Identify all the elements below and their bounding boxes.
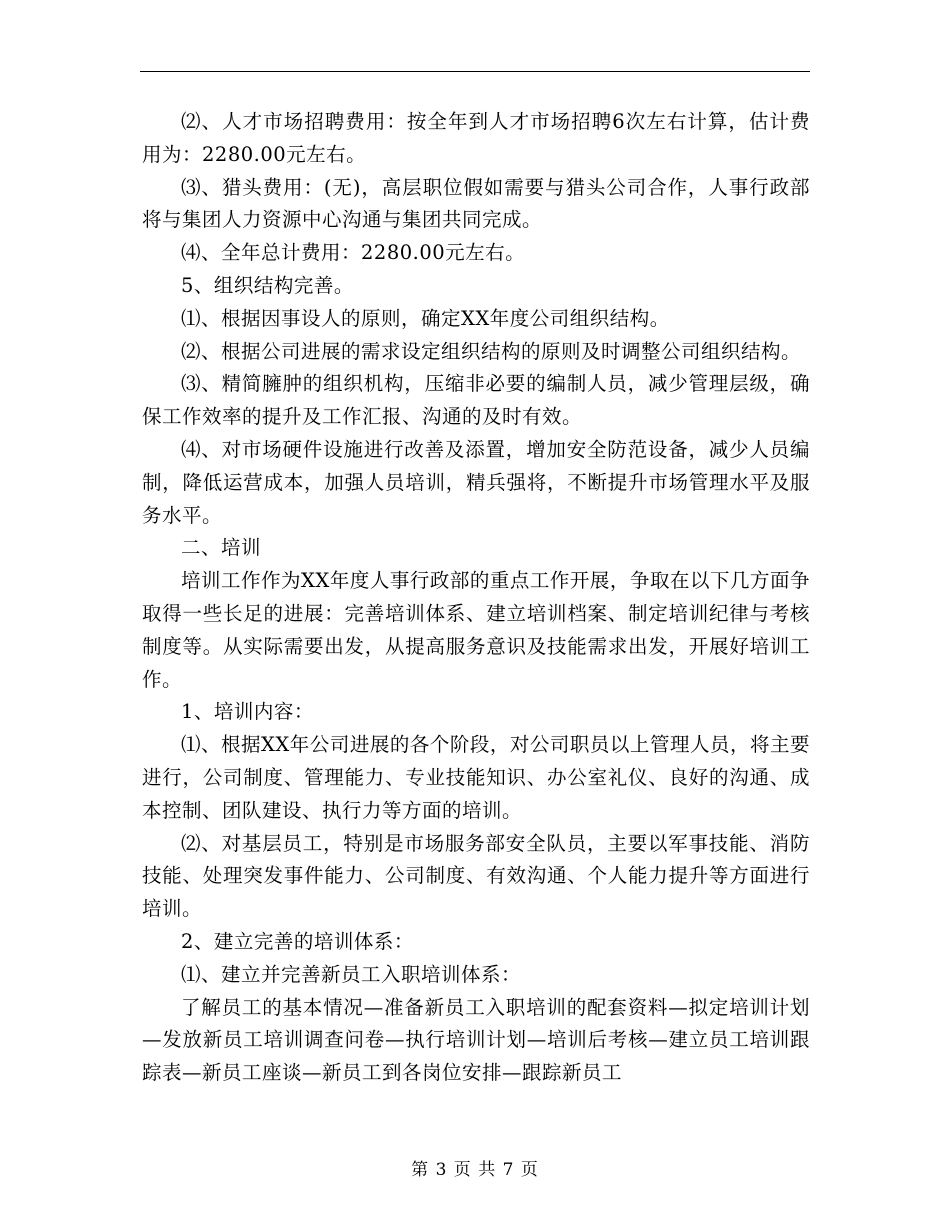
document-body [142, 106, 810, 1090]
section-heading: 2、建立完善的培训体系： [181, 929, 414, 953]
header-rule [140, 71, 810, 72]
paragraph: 了解员工的基本情况—准备新员工入职培训的配套资料—拟定培训计划—发放新员工培训调查问卷—执行培训计划—培训后考核—建立员工培训跟踪表—新员工座谈—新员工到各岗位安排—跟踪新员工 [142, 995, 810, 1085]
paragraph: ⑵、对基层员工，特别是市场服务部安全队员，主要以军事技能、消防技能、处理突发事件能力、公司制度、有效沟通、个人能力提升等方面进行培训。 [142, 831, 810, 921]
paragraph: ⑶、精简臃肿的组织机构，压缩非必要的编制人员，减少管理层级，确保工作效率的提升及工作汇报、沟通的及时有效。 [142, 372, 810, 429]
paragraph: ⑴、根据XX年公司进展的各个阶段，对公司职员以上管理人员，将主要进行，公司制度、管理能力、专业技能知识、办公室礼仪、良好的沟通、成本控制、团队建设、执行力等方面的培训。 [142, 733, 810, 822]
section-heading: 二、培训 [181, 536, 262, 560]
paragraph: ⑴、建立并完善新员工入职培训体系： [181, 962, 522, 986]
paragraph: ⑵、人才市场招聘费用：按全年到人才市场招聘6次左右计算，估计费用为：2280.00元左右。 [142, 110, 810, 166]
section-heading: 1、培训内容： [181, 700, 314, 724]
section-heading: 5、组织结构完善。 [181, 273, 354, 297]
paragraph: ⑷、对市场硬件设施进行改善及添置，增加安全防范设备，减少人员编制，降低运营成本，加强人员培训，精兵强将，不断提升市场管理水平及服务水平。 [142, 437, 810, 527]
page-footer: 第 3 页 共 7 页 [411, 1160, 539, 1180]
paragraph: ⑵、根据公司进展的需求设定组织结构的原则及时调整公司组织结构。 [181, 339, 802, 363]
paragraph: ⑴、根据因事设人的原则，确定XX年度公司组织结构。 [181, 306, 670, 330]
paragraph: ⑶、猎头费用：(无)，高层职位假如需要与猎头公司合作，人事行政部将与集团人力资源中心沟通与集团共同完成。 [142, 175, 810, 232]
paragraph: 培训工作作为XX年度人事行政部的重点工作开展，争取在以下几方面争取得一些长足的进展：完善培训体系、建立培训档案、制定培训纪律与考核制度等。从实际需要出发，从提高服务意识及技能需求出发，开展好培训工作。 [142, 569, 810, 691]
paragraph: ⑷、全年总计费用：2280.00元左右。 [181, 241, 526, 265]
